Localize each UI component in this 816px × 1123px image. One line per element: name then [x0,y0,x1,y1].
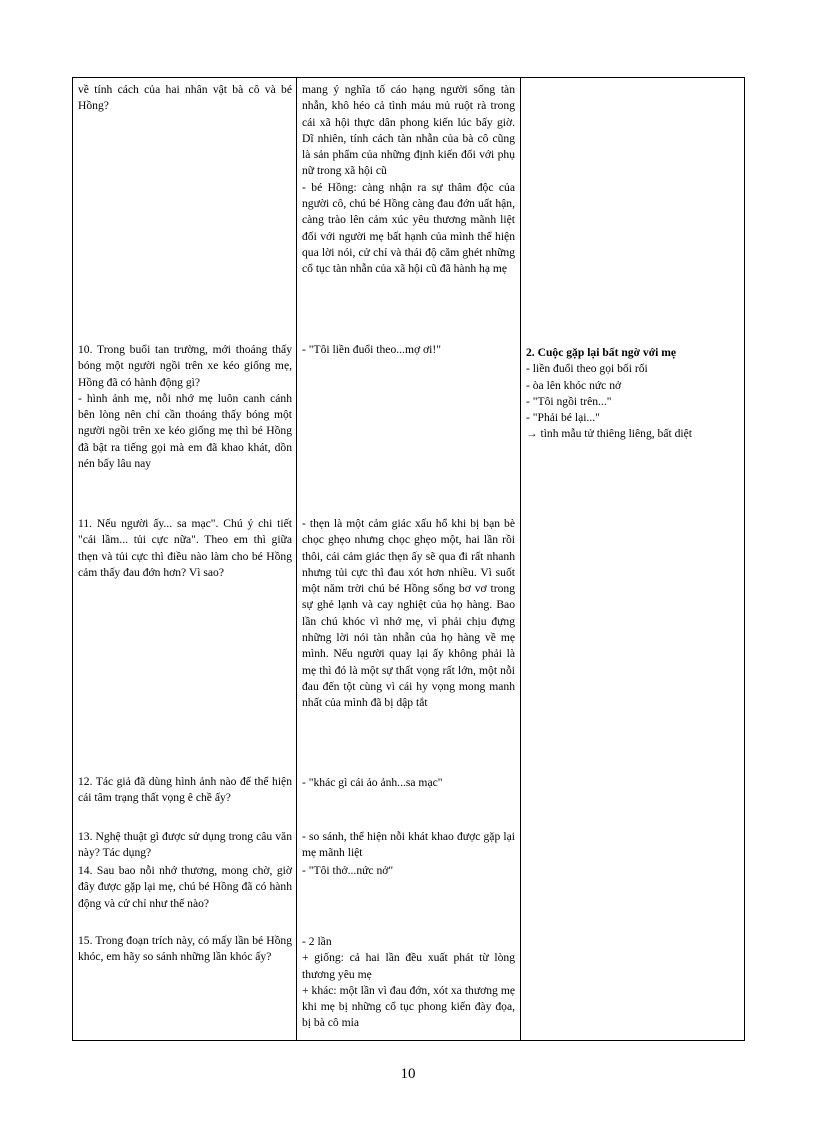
table-left-border [72,77,73,1041]
answer-block [302,775,515,791]
note-item: - "Tôi ngồi trên..." [526,394,612,408]
question-answer-note: - hình ảnh mẹ, nỗi nhớ mẹ luôn canh cánh bên lòng nên chỉ cần thoáng thấy bóng một người ngồi trên xe kéo giống mẹ thì bé Hồng đã bật ra tiếng gọi mà em đã khao khát, dồn nén bấy lâu nay [78,391,292,471]
page-number: 10 [400,1066,416,1082]
table-top-border [72,77,745,78]
answer-block [302,342,515,358]
column-divider-2 [520,77,521,1041]
question-text: 13. Nghệ thuật gì được sử dụng trong câu văn này? Tác dụng? [78,830,292,860]
question-text: 14. Sau bao nỗi nhớ thương, mong chờ, giờ đây được gặp lại mẹ, chú bé Hồng đã có hành động và cử chỉ như thế nào? [78,864,292,910]
question-block [78,82,292,115]
answer-text: + khác: một lần vì đau đớn, xót xa thương mẹ khi mẹ bị những cổ tục phong kiến đày đọa, bị bà cô mỉa [302,983,515,1030]
question-block [78,933,292,966]
note-item: - "Phải bé lại..." [526,411,600,425]
column-divider-1 [296,77,297,1041]
question-text: 12. Tác giả đã dùng hình ảnh nào để thể hiện cái tâm trạng thất vọng ê chề ấy? [78,775,292,805]
note-item: - liền đuổi theo gọi bối rối [526,362,648,376]
answer-text: - "khác gì cái ảo ảnh...sa mạc" [302,776,443,789]
note-item: → tình mẫu tử thiêng liêng, bất diệt [526,427,692,441]
table-bottom-border [72,1040,745,1041]
answer-block [302,863,515,879]
answer-text: - "Tôi liền đuổi theo...mợ ơi!" [302,343,441,356]
question-block [78,863,292,912]
question-text: 15. Trong đoạn trích này, có mấy lần bé Hồng khóc, em hãy so sánh những lần khóc ấy? [78,934,292,964]
answer-block [302,516,515,712]
section-heading: 2. Cuộc gặp lại bất ngờ với mẹ [526,346,677,359]
question-block [78,774,292,807]
answer-text: - "Tôi thở...nức nở" [302,864,394,877]
table-right-border [744,77,745,1041]
question-text: 11. Nếu người ấy... sa mạc". Chú ý chi tiết "cái lầm... tủi cực nữa". Theo em thì giữa thẹn và tủi cực thì điều nào làm cho bé Hồng cảm thấy đau đớn hơn? Vì sao? [78,517,292,579]
answer-block [302,82,515,278]
question-text: 10. Trong buổi tan trường, mới thoáng thấy bóng một người ngồi trên xe kéo giống mẹ, Hồng đã có hành động gì? [78,343,292,389]
answer-text: - thẹn là một cảm giác xấu hổ khi bị bạn bè chọc ghẹo nhưng chọc ghẹo một, hai lần rồi thôi, cái cảm giác thẹn ấy sẽ qua đi rất nhanh nhưng tủi cực thì đau xót hơn nhiều. Vì suốt một năm trời chú bé Hồng sống bơ vơ trong sự ghẻ lạnh và cay nghiệt của họ hàng. Bao lần chú khóc vì nhớ mẹ, vì phải chịu đựng những lời nói tàn nhẫn của họ hàng về mẹ mình. Nếu người quay lại ấy không phải là mẹ thì đó là một sự thất vọng rất lớn, một nỗi đau đến tột cùng vì cái hy vọng mong manh nhất của mình đã bị dập tắt [302,517,515,710]
answer-text: + giống: cả hai lần đều xuất phát từ lòng thương yêu mẹ [302,951,515,981]
answer-text: - so sánh, thể hiện nỗi khát khao được gặp lại mẹ mãnh liệt [302,830,515,860]
notes-block [526,345,746,443]
question-block [78,516,292,581]
answer-block [302,829,515,862]
question-block [78,829,292,862]
answer-block [302,934,515,1032]
question-text: về tính cách của hai nhân vật bà cô và bé Hồng? [78,83,292,113]
answer-text: - 2 lần [302,935,332,948]
answer-text: - bé Hồng: càng nhận ra sự thâm độc của người cô, chú bé Hồng càng đau đớn uất hận, càng trào lên cảm xúc yêu thương mãnh liệt đối với người mẹ bất hạnh của mình thể hiện qua lời nói, cử chỉ và thái độ căm ghét những cổ tục tàn nhẫn của xã hội cũ đã hành hạ mẹ [302,180,515,276]
question-block [78,342,292,472]
answer-text: mang ý nghĩa tố cáo hạng người sống tàn nhẫn, khô héo cả tình máu mủ ruột rà trong cái xã hội thực dân phong kiến lúc bấy giờ. Dĩ nhiên, tính cách tàn nhẫn của bà cô cũng là sản phẩm của những định kiến đối với phụ nữ trong xã hội cũ [302,83,515,178]
note-item: - òa lên khóc nức nở [526,378,622,392]
